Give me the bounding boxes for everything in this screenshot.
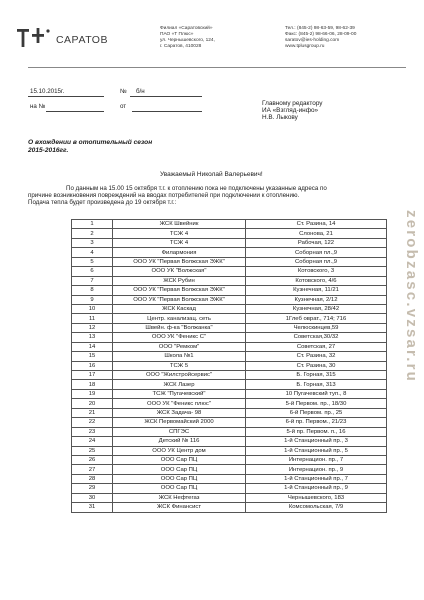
- logo-text: САРАТОВ: [56, 34, 109, 46]
- table-row: [72, 314, 387, 323]
- row-address: Комсомольская, 7/9: [246, 503, 387, 512]
- org-address: [160, 26, 215, 50]
- row-number: 19: [72, 389, 113, 398]
- table-row: [72, 380, 387, 389]
- table-row: [72, 286, 387, 295]
- row-address: Интернацион. пр., 7: [246, 455, 387, 464]
- row-number: 18: [72, 380, 113, 389]
- row-organization: ООО Сар ПЦ: [113, 465, 246, 474]
- row-organization: СПГЭС: [113, 427, 246, 436]
- table-row: [72, 418, 387, 427]
- row-organization: ООО УК "Феникс плюс": [113, 399, 246, 408]
- letter-number: б/н: [136, 88, 145, 95]
- subject-line: О вхождении в отопительный сезон: [28, 139, 153, 146]
- table-row: [72, 352, 387, 361]
- table-row: [72, 323, 387, 332]
- subject-line: 2015-2016гг.: [28, 147, 69, 154]
- on-number-underline: [46, 111, 104, 112]
- row-organization: ООО УК "Волжская": [113, 267, 246, 276]
- row-address: 6-й Первом. пр., 25: [246, 408, 387, 417]
- row-number: 4: [72, 248, 113, 257]
- org-line: Филиал «Саратовский»: [160, 26, 213, 31]
- row-organization: ООО "Жилстройсервис": [113, 371, 246, 380]
- row-address: 5-й пр. Первом. п., 16: [246, 427, 387, 436]
- table-row: [72, 399, 387, 408]
- row-address: Кузнечная, 2/12: [246, 295, 387, 304]
- row-number: 25: [72, 446, 113, 455]
- row-address: Ст. Разина, 30: [246, 361, 387, 370]
- row-organization: ЖСК Первомайский 2000: [113, 418, 246, 427]
- row-address: Советская, 27: [246, 342, 387, 351]
- row-address: Советская,30/32: [246, 333, 387, 342]
- row-number: 27: [72, 465, 113, 474]
- table-row: [72, 389, 387, 398]
- addressee-line: ИА «Взгляд-инфо»: [262, 107, 319, 115]
- row-number: 5: [72, 257, 113, 266]
- row-address: Котовского, 4/6: [246, 276, 387, 285]
- row-organization: ООО Сар ПЦ: [113, 474, 246, 483]
- table-row: [72, 267, 387, 276]
- row-address: 1Глеб оврат., 714; 716: [246, 314, 387, 323]
- row-organization: ТСЖ 4: [113, 229, 246, 238]
- row-number: 3: [72, 238, 113, 247]
- number-label: №: [120, 88, 127, 95]
- row-organization: ЖСК Лазер: [113, 380, 246, 389]
- row-address: Рабочая, 122: [246, 238, 387, 247]
- contact-fax: Факс: (845-2) 98-66-06, 28-09-00: [285, 32, 357, 38]
- table-row: [72, 220, 387, 229]
- org-line: г. Саратов, 410028: [160, 44, 202, 50]
- row-number: 17: [72, 371, 113, 380]
- row-address: Слонова, 21: [246, 229, 387, 238]
- row-address: 6-й пр. Первом., 21/23: [246, 418, 387, 427]
- row-organization: ЖСК Рубин: [113, 276, 246, 285]
- table-row: [72, 503, 387, 512]
- org-line: ул. Чернышевского, 124,: [160, 38, 215, 44]
- number-underline: [130, 96, 202, 97]
- addressee-line: Главному редактору: [262, 100, 323, 107]
- row-number: 8: [72, 286, 113, 295]
- on-number-label: на №: [30, 103, 46, 110]
- row-number: 6: [72, 267, 113, 276]
- row-number: 29: [72, 484, 113, 493]
- body-line: Подача тепла будет произведена до 19 октября т.г.:: [28, 199, 177, 207]
- row-address: Чернышевского, 183: [246, 493, 387, 502]
- row-number: 26: [72, 455, 113, 464]
- row-number: 10: [72, 304, 113, 313]
- row-number: 20: [72, 399, 113, 408]
- table-row: [72, 238, 387, 247]
- row-address: Котовского, 3: [246, 267, 387, 276]
- addressee-line: Н.В. Лыкову: [262, 114, 298, 122]
- row-number: 7: [72, 276, 113, 285]
- from-label: от: [120, 103, 127, 110]
- table-row: [72, 408, 387, 417]
- row-organization: ООО УК "Первая Волжская ЭЖК": [113, 295, 246, 304]
- row-number: 30: [72, 493, 113, 502]
- letter-body: [28, 185, 394, 206]
- header-divider: [28, 67, 406, 68]
- row-number: 24: [72, 437, 113, 446]
- contact-website: www.tplusgroup.ru: [285, 44, 325, 50]
- row-organization: ЖСК Задача- 98: [113, 408, 246, 417]
- table-row: [72, 276, 387, 285]
- letter-date: 15.10.2015г.: [30, 88, 65, 95]
- row-organization: ТСЖ "Пугачевский": [113, 389, 246, 398]
- row-address: 1-й Станционный пр., 5: [246, 446, 387, 455]
- contact-email: saratov@ies-holding.com: [285, 38, 340, 44]
- row-organization: ООО УК "Феникс С": [113, 333, 246, 342]
- table-row: [72, 229, 387, 238]
- table-row: [72, 304, 387, 313]
- row-organization: Швейн. ф-ка "Волжанка": [113, 323, 246, 332]
- table-row: [72, 484, 387, 493]
- letter-subject: [28, 139, 152, 155]
- table-row: [72, 257, 387, 266]
- table-row: [72, 474, 387, 483]
- address-table: [71, 219, 387, 513]
- addressee-block: [262, 100, 323, 122]
- watermark-text: zerobzasc.vzsar.ru: [403, 210, 420, 384]
- contact-phone: Тел.: (845-2) 98-63-59, 98-62-39: [285, 26, 355, 31]
- row-organization: ООО Сар ПЦ: [113, 455, 246, 464]
- row-address: Ст. Разина, 32: [246, 352, 387, 361]
- row-organization: ООО УК "Первая Волжская ЭЖК": [113, 257, 246, 266]
- row-address: Б. Горная, 313: [246, 380, 387, 389]
- row-organization: ООО "Ремком": [113, 342, 246, 351]
- contacts-block: [285, 26, 356, 50]
- date-underline: [28, 96, 104, 97]
- table-row: [72, 248, 387, 257]
- row-address: 1-й Станционный пр., 3: [246, 437, 387, 446]
- row-address: Соборная пл.,9: [246, 257, 387, 266]
- table-row: [72, 295, 387, 304]
- table-row: [72, 361, 387, 370]
- row-organization: Детский № 116: [113, 437, 246, 446]
- row-number: 31: [72, 503, 113, 512]
- table-row: [72, 342, 387, 351]
- row-number: 21: [72, 408, 113, 417]
- row-organization: ООО УК Центр дом: [113, 446, 246, 455]
- table-row: [72, 455, 387, 464]
- table-row: [72, 446, 387, 455]
- body-line: По данным на 15.00 15 октября т.г. к отоплению пока не подключены указанные адреса по: [66, 185, 327, 192]
- table-row: [72, 333, 387, 342]
- row-organization: ООО УК "Первая Волжская ЭЖК": [113, 286, 246, 295]
- row-organization: ЖСК Швейник: [113, 220, 246, 229]
- row-number: 23: [72, 427, 113, 436]
- row-address: Б. Горная, 315: [246, 371, 387, 380]
- row-number: 9: [72, 295, 113, 304]
- row-number: 11: [72, 314, 113, 323]
- salutation: Уважаемый Николай Валерьевич!: [160, 171, 263, 178]
- row-organization: ТСЖ 4: [113, 238, 246, 247]
- row-organization: ЖСК Каскад: [113, 304, 246, 313]
- row-organization: ТСЖ 5: [113, 361, 246, 370]
- table-row: [72, 427, 387, 436]
- row-number: 12: [72, 323, 113, 332]
- row-number: 14: [72, 342, 113, 351]
- row-number: 16: [72, 361, 113, 370]
- row-number: 2: [72, 229, 113, 238]
- table-row: [72, 437, 387, 446]
- row-organization: ООО Сар ПЦ: [113, 484, 246, 493]
- org-line: ПАО «Т Плюс»: [160, 32, 194, 38]
- row-address: Кузнечная, 28/42: [246, 304, 387, 313]
- table-row: [72, 493, 387, 502]
- row-number: 22: [72, 418, 113, 427]
- row-organization: Центр. канализац. сеть: [113, 314, 246, 323]
- row-address: Ст. Разина, 14: [246, 220, 387, 229]
- row-number: 15: [72, 352, 113, 361]
- row-organization: ЖСК Нефтегаз: [113, 493, 246, 502]
- row-organization: Филармония: [113, 248, 246, 257]
- row-organization: Школа №1: [113, 352, 246, 361]
- body-line: причине возникновения повреждений на вводах потребителей при подключении к отоплению.: [28, 192, 300, 200]
- row-number: 28: [72, 474, 113, 483]
- from-underline: [132, 111, 202, 112]
- row-address: Интернацион. пр., 9: [246, 465, 387, 474]
- row-organization: ЖСК Финансист: [113, 503, 246, 512]
- row-number: 1: [72, 220, 113, 229]
- row-address: 5-й Первом. пр., 18/30: [246, 399, 387, 408]
- row-address: 1-й Станционный пр., 7: [246, 474, 387, 483]
- row-address: Кузнечная, 11/21: [246, 286, 387, 295]
- table-row: [72, 465, 387, 474]
- row-address: Челюскинцев,59: [246, 323, 387, 332]
- table-row: [72, 371, 387, 380]
- watermark-stamp: [400, 210, 420, 580]
- row-address: 1-й Станционный пр., 9: [246, 484, 387, 493]
- row-number: 13: [72, 333, 113, 342]
- row-address: 10 Пугачевский туп., 8: [246, 389, 387, 398]
- row-address: Соборная пл.,9: [246, 248, 387, 257]
